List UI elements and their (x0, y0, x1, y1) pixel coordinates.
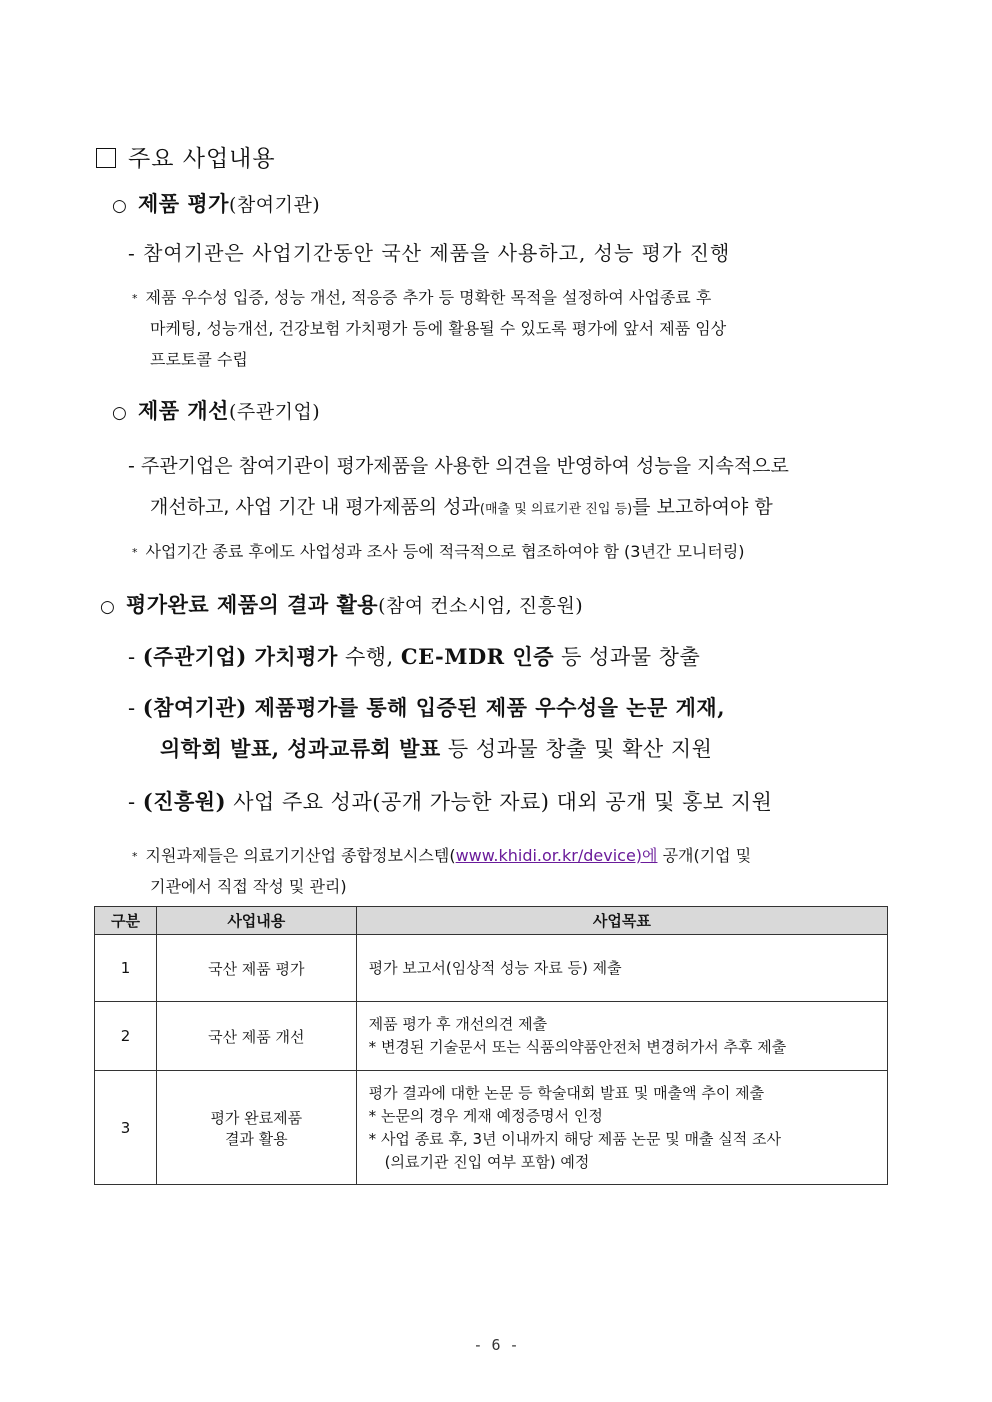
item3-bullet3: - (진흥원) 사업 주요 성과(공개 가능한 자료) 대외 공개 및 홍보 지원 (128, 789, 773, 814)
item2-heading (112, 395, 320, 425)
item2-title: 제품 개선 (138, 398, 229, 423)
table-header-cell: 사업내용 (156, 907, 356, 935)
circle-bullet-icon: ○ (100, 597, 116, 617)
asterisk-icon: * (132, 546, 138, 559)
item1-note-line1: * 제품 우수성 입증, 성능 개선, 적응증 추가 등 명확한 목적을 설정하여 사업종료 후 (132, 288, 712, 307)
business-table (94, 906, 888, 1185)
circle-bullet-icon: ○ (112, 196, 128, 216)
table-header-row (95, 907, 888, 935)
item1-paren: (참여기관) (228, 194, 321, 216)
item3-bullet2-line1: - (참여기관) 제품평가를 통해 입증된 제품 우수성을 논문 게재, (128, 695, 726, 720)
row-goal: 제품 평가 후 개선의견 제출 * 변경된 기술문서 또는 식품의약품안전처 변경허가서 추후 제출 (356, 1002, 887, 1071)
asterisk-icon: * (132, 292, 138, 305)
item2-paren: (주관기업) (228, 401, 321, 423)
table-row (95, 1002, 888, 1071)
item3-note-line1: * 지원과제들은 의료기기산업 종합정보시스템(www.khidi.or.kr/device)에 공개(기업 및 (132, 846, 752, 865)
item1-heading (112, 188, 320, 218)
item1-note-line2: 마케팅, 성능개선, 건강보험 가치평가 등에 활용될 수 있도록 평가에 앞서 제품 임상 (150, 319, 727, 338)
item3-title: 평가완료 제품의 결과 활용 (126, 592, 379, 617)
item2-bullet-line1: - 주관기업은 참여기관이 평가제품을 사용한 의견을 반영하여 성능을 지속적으로 (128, 455, 789, 477)
row-content: 국산 제품 개선 (156, 1002, 356, 1071)
row-number: 2 (95, 1002, 157, 1071)
row-number: 3 (95, 1071, 157, 1185)
page-number: - 6 - (473, 1336, 519, 1354)
section-heading (96, 140, 276, 173)
item3-note-line2: 기관에서 직접 작성 및 관리) (150, 877, 347, 896)
khidi-device-link[interactable]: www.khidi.or.kr/device)에 (455, 846, 658, 865)
circle-bullet-icon: ○ (112, 403, 128, 423)
table-row (95, 935, 888, 1002)
item2-note: * 사업기간 종료 후에도 사업성과 조사 등에 적극적으로 협조하여야 함 (3년간 모니터링) (132, 542, 745, 561)
section-title: 주요 사업내용 (128, 146, 276, 172)
item3-heading (100, 589, 583, 619)
item2-bullet-line2: 개선하고, 사업 기간 내 평가제품의 성과(매출 및 의료기관 진입 등)를 보고하여야 함 (150, 496, 773, 518)
item3-bullet1: - (주관기업) 가치평가 수행, CE-MDR 인증 등 성과물 창출 (128, 644, 701, 669)
row-content: 국산 제품 평가 (156, 935, 356, 1002)
item1-bullet: - 참여기관은 사업기간동안 국산 제품을 사용하고, 성능 평가 진행 (128, 241, 731, 265)
table-header-cell: 사업목표 (356, 907, 887, 935)
asterisk-icon: * (132, 850, 138, 863)
table-header-cell: 구분 (95, 907, 157, 935)
checkbox-square-icon (96, 148, 116, 168)
item3-bullet2-line2: 의학회 발표, 성과교류회 발표 등 성과물 창출 및 확산 지원 (160, 736, 713, 761)
row-goal: 평가 결과에 대한 논문 등 학술대회 발표 및 매출액 추이 제출 * 논문의 경우 게재 예정증명서 인정 * 사업 종료 후, 3년 이내까지 해당 제품 논문 및 매출 실적 조사 (의료기관 진입 여부 포함) 예정 (356, 1071, 887, 1185)
table-row (95, 1071, 888, 1185)
item3-paren: (참여 컨소시엄, 진흥원) (378, 595, 584, 617)
row-number: 1 (95, 935, 157, 1002)
item1-note-line3: 프로토콜 수립 (150, 350, 248, 369)
row-content: 평가 완료제품 결과 활용 (156, 1071, 356, 1185)
row-goal: 평가 보고서(임상적 성능 자료 등) 제출 (356, 935, 887, 1002)
item1-title: 제품 평가 (138, 191, 229, 216)
